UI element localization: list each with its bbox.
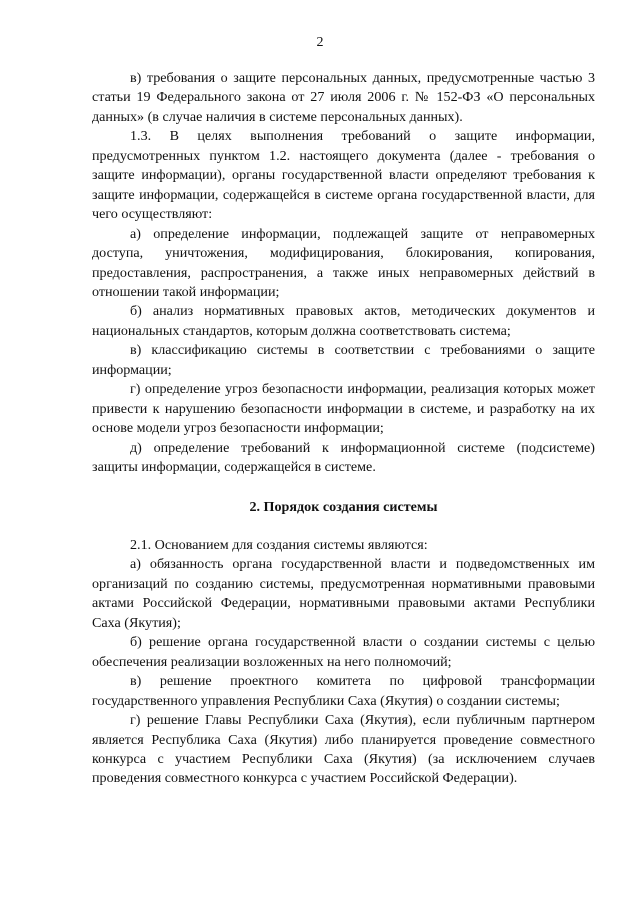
list-item-v: в) классификацию системы в соответствии с требованиями о защите информации; xyxy=(92,342,595,378)
paragraph-2-1: 2.1. Основанием для создания системы являются: xyxy=(130,536,428,553)
list-item-g: г) определение угроз безопасности информации, реализация которых может привести к нарушению безопасности информации в системе, и разработку на их основе модели угроз безопасности информации; xyxy=(92,381,595,437)
basis-item-v: в) решение проектного комитета по цифровой трансформации государственного управления Республики Саха (Якутия) о создании системы; xyxy=(92,673,595,709)
basis-item-b: б) решение органа государственной власти о создании системы с целью обеспечения реализации возложенных на него полномочий; xyxy=(92,634,595,670)
paragraph-1-3: 1.3. В целях выполнения требований о защите информации, предусмотренных пунктом 1.2. настоящего документа (далее - требования о защите информации), органы государственной власти определяют требования к защите информации, содержащейся в системе органа государственной власти, для чего осуществляют: xyxy=(92,128,595,223)
list-item-d: д) определение требований к информационной системе (подсистеме) защиты информации, содержащейся в системе. xyxy=(92,439,595,476)
basis-item-g: г) решение Главы Республики Саха (Якутия), если публичным партнером является Республика Саха (Якутия) либо планируется проведение совместного конкурса с участием Республики Саха (Якутия) (за исключением случаев проведения совместного конкурса с участием Российской Федерации). xyxy=(92,712,595,787)
list-item-a: а) определение информации, подлежащей защите от неправомерных доступа, уничтожения, модифицирования, блокирования, копирования, предоставления, распространения, а также иных неправомерных действий в отношении такой информации; xyxy=(92,225,595,300)
basis-item-a: а) обязанность органа государственной власти и подведомственных им организаций по созданию системы, предусмотренная нормативными правовыми актами Российской Федерации, нормативными правовыми актами Республики Саха (Якутия); xyxy=(92,556,595,631)
paragraph-requirements-personal-data: в) требования о защите персональных данных, предусмотренные частью 3 статьи 19 Федерального закона от 27 июля 2006 г. № 152-ФЗ «О персональных данных» (в случае наличия в системе персональных данных). xyxy=(92,70,595,125)
section-heading: 2. Порядок создания системы xyxy=(249,498,438,515)
document-body xyxy=(92,69,595,789)
list-item-b: б) анализ нормативных правовых актов, методических документов и национальных стандартов, которым должна соответствовать система; xyxy=(92,303,595,339)
page-number: 2 xyxy=(316,35,324,50)
